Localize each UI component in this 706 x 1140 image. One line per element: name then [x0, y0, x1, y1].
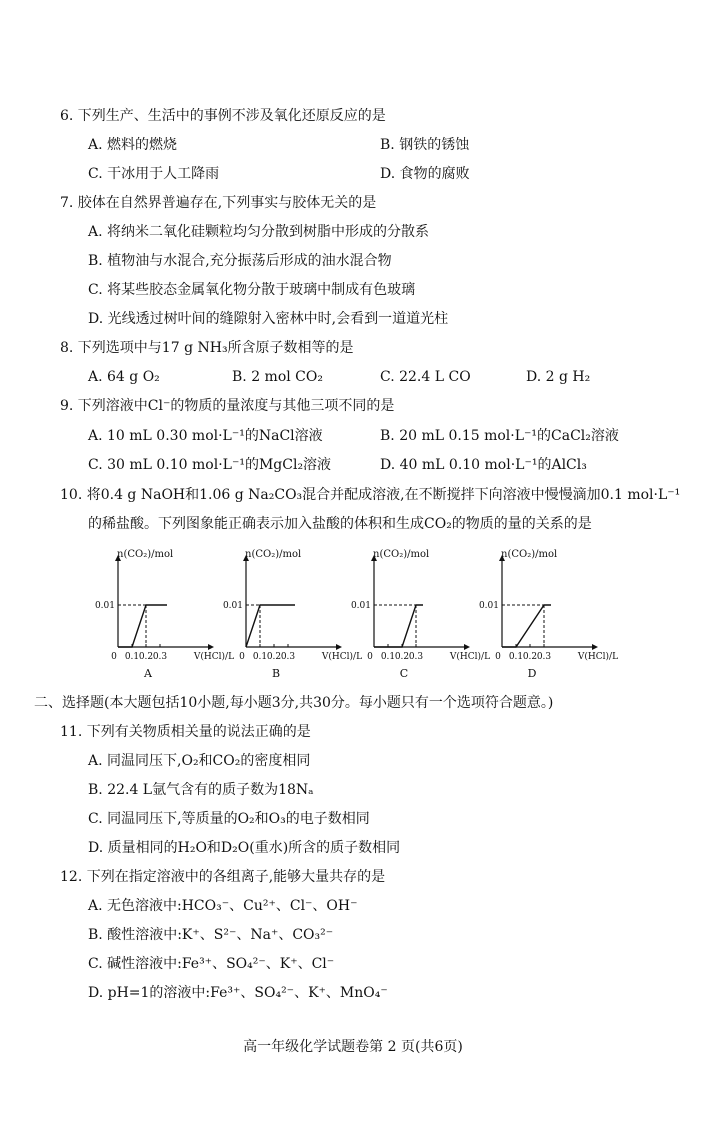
x-tick-label: 0 [239, 652, 245, 662]
x-tick-label: 0.2 [522, 652, 538, 662]
option-9b: B. 20 mL 0.15 mol·L⁻¹的CaCl₂溶液 [380, 428, 619, 444]
graph-label: B [271, 667, 281, 680]
x-tick-label: 0.1 [124, 652, 140, 662]
question-8: 8. 下列选项中与17 g NH₃所含原子数相等的是 [60, 340, 354, 356]
option-9c: C. 30 mL 0.10 mol·L⁻¹的MgCl₂溶液 [88, 457, 332, 473]
option-9d: D. 40 mL 0.10 mol·L⁻¹的AlCl₃ [380, 457, 587, 473]
x-axis-label: V(HCl)/L [449, 652, 491, 662]
question-9: 9. 下列溶液中Cl⁻的物质的量浓度与其他三项不同的是 [60, 398, 395, 414]
section-2-heading: 二、选择题(本大题包括10小题,每小题3分,共30分。每小题只有一个选项符合题意。) [34, 695, 554, 711]
x-axis-label: V(HCl)/L [193, 652, 235, 662]
x-tick-label: 0 [367, 652, 373, 662]
option-8d: D. 2 g H₂ [526, 369, 591, 385]
option-11d: D. 质量相同的H₂O和D₂O(重水)所含的质子数相同 [88, 840, 401, 856]
y-tick-label: 0.01 [478, 601, 499, 611]
option-6b: B. 钢铁的锈蚀 [380, 137, 470, 153]
y-tick-label: 0.01 [350, 601, 371, 611]
question-6: 6. 下列生产、生活中的事例不涉及氧化还原反应的是 [60, 108, 386, 124]
option-11c: C. 同温同压下,等质量的O₂和O₃的电子数相同 [88, 811, 370, 827]
x-tick-label: 0.2 [138, 652, 154, 662]
x-axis-label: V(HCl)/L [321, 652, 363, 662]
option-7d: D. 光线透过树叶间的缝隙射入密林中时,会看到一道道光柱 [88, 311, 449, 327]
x-axis-arrow [464, 644, 470, 650]
x-tick-label: 0.1 [508, 652, 524, 662]
option-11b: B. 22.4 L氩气含有的质子数为18Nₐ [88, 782, 314, 798]
x-tick-label: 0.3 [408, 652, 424, 662]
x-tick-label: 0.1 [380, 652, 396, 662]
option-6a: A. 燃料的燃烧 [88, 137, 178, 153]
option-9a: A. 10 mL 0.30 mol·L⁻¹的NaCl溶液 [88, 428, 323, 444]
x-axis-arrow [336, 644, 342, 650]
x-axis-arrow [208, 644, 214, 650]
x-tick-label: 0.2 [394, 652, 410, 662]
page-footer: 高一年级化学试题卷第 2 页(共6页) [243, 1039, 463, 1055]
option-12b: B. 酸性溶液中:K⁺、S²⁻、Na⁺、CO₃²⁻ [88, 927, 334, 943]
y-axis-label: n(CO₂)/mol [245, 549, 302, 560]
x-tick-label: 0.2 [266, 652, 282, 662]
x-tick-label: 0.3 [280, 652, 296, 662]
question-11: 11. 下列有关物质相关量的说法正确的是 [60, 724, 311, 740]
y-axis-label: n(CO₂)/mol [373, 549, 430, 560]
y-axis-label: n(CO₂)/mol [501, 549, 558, 560]
data-line [246, 605, 295, 647]
option-7a: A. 将纳米二氧化硅颗粒均匀分散到树脂中形成的分散系 [88, 224, 430, 240]
graph-label: A [144, 667, 152, 680]
question-7: 7. 胶体在自然界普遍存在,下列事实与胶体无关的是 [60, 195, 377, 211]
x-axis-arrow [592, 644, 598, 650]
option-6c: C. 干冰用于人工降雨 [88, 166, 220, 182]
option-11a: A. 同温同压下,O₂和CO₂的密度相同 [88, 753, 311, 769]
question-10-line1: 10. 将0.4 g NaOH和1.06 g Na₂CO₃混合并配成溶液,在不断搅拌下向溶液中慢慢滴加0.1 mol·L⁻¹ [60, 487, 681, 503]
graph-label: D [527, 667, 537, 680]
y-tick-label: 0.01 [94, 601, 115, 611]
option-7c: C. 将某些胶态金属氧化物分散于玻璃中制成有色玻璃 [88, 282, 416, 298]
option-8c: C. 22.4 L CO [380, 369, 471, 385]
x-axis-label: V(HCl)/L [577, 652, 619, 662]
option-12a: A. 无色溶液中:HCO₃⁻、Cu²⁺、Cl⁻、OH⁻ [88, 898, 358, 914]
x-tick-label: 0 [495, 652, 501, 662]
y-tick-label: 0.01 [222, 601, 243, 611]
y-axis-label: n(CO₂)/mol [117, 549, 174, 560]
x-tick-label: 0.3 [536, 652, 552, 662]
x-tick-label: 0.1 [252, 652, 268, 662]
graph-d [478, 545, 634, 685]
option-7b: B. 植物油与水混合,充分振荡后形成的油水混合物 [88, 253, 392, 269]
x-tick-label: 0.3 [152, 652, 168, 662]
graph-label: C [399, 667, 409, 680]
option-12d: D. pH=1的溶液中:Fe³⁺、SO₄²⁻、K⁺、MnO₄⁻ [88, 985, 388, 1001]
question-12: 12. 下列在指定溶液中的各组离子,能够大量共存的是 [60, 869, 386, 885]
data-line [118, 605, 167, 647]
question-10-line2: 的稀盐酸。下列图象能正确表示加入盐酸的体积和生成CO₂的物质的量的关系的是 [88, 516, 592, 532]
option-8a: A. 64 g O₂ [88, 369, 160, 385]
option-8b: B. 2 mol CO₂ [232, 369, 323, 385]
x-tick-label: 0 [111, 652, 117, 662]
option-12c: C. 碱性溶液中:Fe³⁺、SO₄²⁻、K⁺、Cl⁻ [88, 956, 335, 972]
option-6d: D. 食物的腐败 [380, 166, 470, 182]
